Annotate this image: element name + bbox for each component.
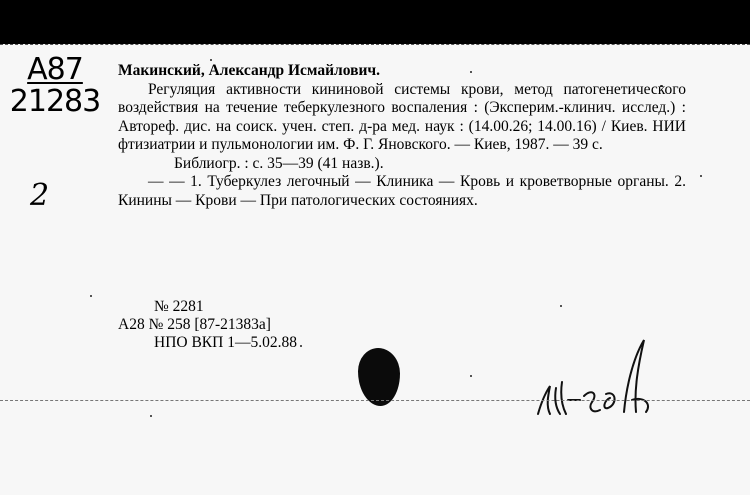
entry-author: Макинский, Александр Исмайлович.	[118, 62, 381, 79]
registration-numbers	[118, 298, 297, 352]
bibliographic-entry	[118, 62, 686, 210]
entry-subjects: — — 1. Туберкулез легочный — Клиника — Кровь и кроветворные органы. 2. Кинины — Крови — При патологических состояниях.	[118, 173, 686, 209]
entry-bibliography: Библиогр. : с. 35—39 (41 назв.).	[174, 154, 384, 172]
card-bottom-edge	[0, 400, 750, 401]
call-number	[6, 54, 104, 118]
handwritten-signature	[520, 330, 670, 420]
call-number-line2: 21283	[9, 84, 101, 119]
accession-number: А28 № 258 [87-21383а]	[118, 316, 271, 333]
registration-number: № 2281	[154, 298, 204, 315]
handwritten-mark: 2	[30, 178, 50, 213]
call-number-line1: А87	[27, 52, 83, 87]
entry-description: Регуляция активности кининовой системы крови, метод патогенетического воздействия на течение теберкулезного воспаления : (Эксперим.-клинич. исслед.) : Автореф. дис. на соиск. учен. степ. д-ра мед. наук : (14.00.26; 14.00.16) / Киев. НИИ фтизиатрии и пульмонологии им. Ф. Г. Яновского. — Киев, 1987. — 39 с.	[118, 80, 686, 153]
entry-body	[118, 62, 686, 81]
publisher-code: НПО ВКП 1—5.02.88	[154, 334, 297, 351]
